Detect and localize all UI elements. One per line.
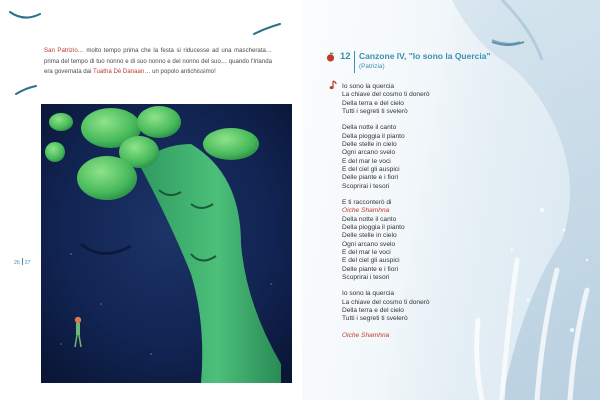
lyric-line: Tutti i segreti ti svelerò: [342, 315, 408, 323]
lyric-line: E del mar le voci: [342, 157, 391, 165]
page-numbers: [14, 258, 31, 266]
lyric-line: E del ciel gli auspici: [342, 165, 400, 173]
page-number-right: 27: [24, 260, 31, 266]
lyric-line: Della pioggia il pianto: [342, 132, 405, 140]
lyrics-block: [342, 83, 492, 340]
lyric-line: Della notte il canto: [342, 124, 397, 132]
lyric-line: Io sono la quercia: [342, 290, 395, 298]
speaker-name: San Patrizio: [44, 47, 78, 54]
right-page: [302, 0, 600, 400]
lyric-line: Oiche Shamhna: [342, 207, 390, 215]
page-number-left: 26: [14, 260, 20, 266]
song-title: Canzone IV, "Io sono la Quercia": [359, 51, 491, 61]
swoosh-decoration-icon: [8, 8, 42, 22]
lyric-line: Scoprirai i tesori: [342, 182, 390, 190]
intro-text: … molto tempo prima che la festa si riducesse ad una mascherata… prima del tempo di tuo nonno e di suo nonno e del nonno del suo… quando l'Irlanda era governata dai: [44, 47, 272, 76]
lyric-line: Ogni arcano svelo: [342, 240, 396, 248]
lyric-line: Oiche Shamhna: [342, 331, 390, 339]
lyric-line: Ogni arcano svelo: [342, 149, 396, 157]
lyric-line: Delle piante e i fiori: [342, 174, 399, 182]
lyric-line: Io sono la quercia: [342, 83, 395, 90]
lyric-line: La chiave del cosmo ti donerò: [342, 298, 430, 306]
music-note-icon: [329, 80, 337, 90]
lyric-line: Della terra e del cielo: [342, 307, 404, 315]
song-subtitle: (Patrizia): [359, 63, 385, 70]
lyric-line: Tutti i segreti ti svelerò: [342, 107, 408, 115]
lyric-line: Delle stelle in cielo: [342, 141, 397, 149]
swoosh-decoration-icon: [252, 22, 282, 36]
lyric-line: E del mar le voci: [342, 248, 391, 256]
intro-text-end: … un popolo antichissimo!: [144, 68, 216, 76]
intro-highlight: Tuatha Dè Danaan: [93, 68, 145, 76]
swoosh-decoration-icon: [14, 84, 38, 96]
lyric-line: Delle piante e i fiori: [342, 265, 399, 273]
lyric-line: La chiave del cosmo ti donerò: [342, 91, 430, 99]
song-number: 12: [340, 51, 351, 62]
lyric-line: Della pioggia il pianto: [342, 224, 405, 232]
lyric-line: E del ciel gli auspici: [342, 257, 400, 265]
lyric-line: Scoprirai i tesori: [342, 273, 390, 281]
apple-icon: [326, 52, 335, 62]
stanza-gap: [342, 116, 492, 124]
lyric-line: Delle stelle in cielo: [342, 232, 397, 240]
stanza-gap: [342, 324, 492, 332]
stanza-gap: [342, 191, 492, 199]
lyric-line: E ti racconterò di: [342, 199, 392, 207]
lyric-line: Della terra e del cielo: [342, 99, 404, 107]
intro-paragraph: [44, 46, 272, 78]
stanza-gap: [342, 282, 492, 290]
lyric-line: Della notte il canto: [342, 215, 397, 223]
oak-tree-illustration: [41, 104, 292, 383]
